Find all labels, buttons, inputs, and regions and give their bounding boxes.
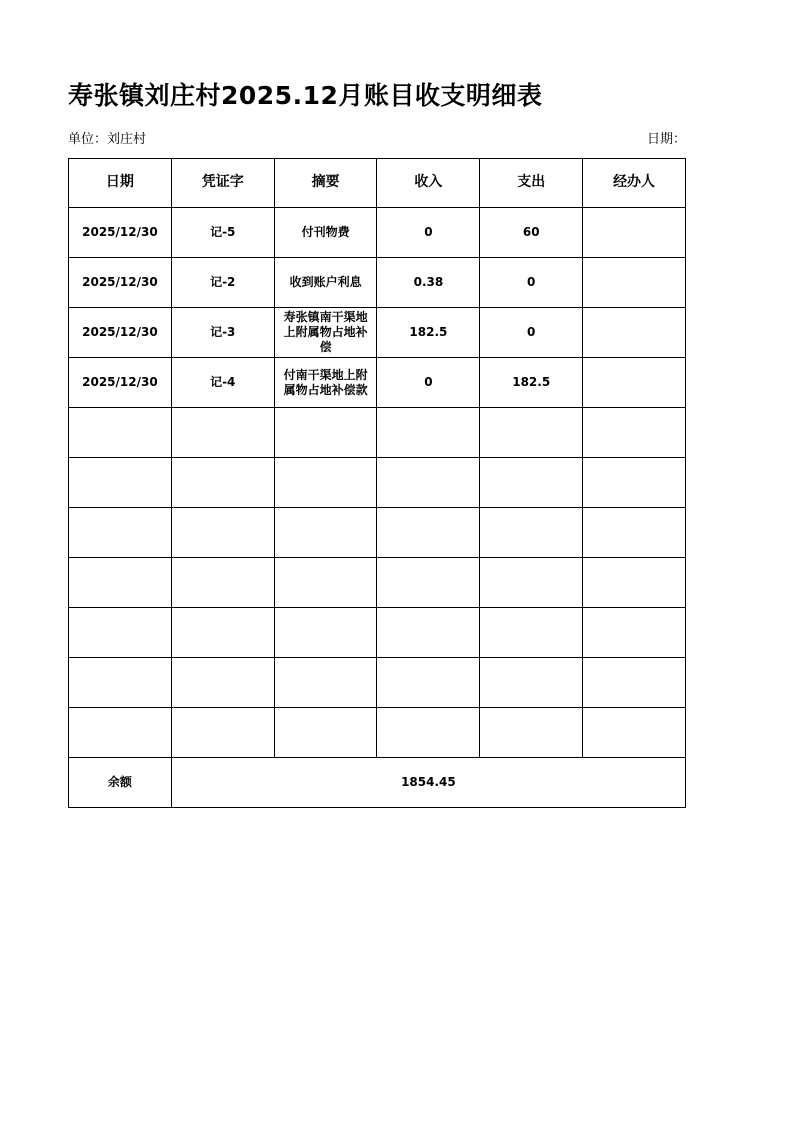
cell-date <box>69 608 172 658</box>
cell-summary <box>274 558 377 608</box>
cell-handler <box>583 208 686 258</box>
cell-handler <box>583 258 686 308</box>
table-row <box>69 458 686 508</box>
table-row <box>69 658 686 708</box>
cell-voucher: 记-2 <box>171 258 274 308</box>
cell-voucher <box>171 658 274 708</box>
cell-handler <box>583 508 686 558</box>
cell-income: 0 <box>377 208 480 258</box>
cell-expense <box>480 558 583 608</box>
cell-voucher <box>171 558 274 608</box>
cell-voucher: 记-4 <box>171 358 274 408</box>
column-header-expense: 支出 <box>480 159 583 208</box>
cell-date <box>69 658 172 708</box>
cell-voucher <box>171 508 274 558</box>
table-row <box>69 508 686 558</box>
cell-date: 2025/12/30 <box>69 358 172 408</box>
cell-summary <box>274 508 377 558</box>
cell-expense: 60 <box>480 208 583 258</box>
column-header-summary: 摘要 <box>274 159 377 208</box>
cell-expense <box>480 708 583 758</box>
cell-date <box>69 508 172 558</box>
column-header-voucher: 凭证字 <box>171 159 274 208</box>
cell-income: 182.5 <box>377 308 480 358</box>
ledger-table <box>68 158 686 808</box>
cell-summary <box>274 608 377 658</box>
balance-label: 余额 <box>69 758 172 808</box>
table-row <box>69 358 686 408</box>
cell-date: 2025/12/30 <box>69 308 172 358</box>
cell-date: 2025/12/30 <box>69 208 172 258</box>
cell-summary: 收到账户利息 <box>274 258 377 308</box>
cell-expense <box>480 408 583 458</box>
cell-expense: 0 <box>480 308 583 358</box>
cell-expense <box>480 458 583 508</box>
cell-summary <box>274 658 377 708</box>
table-row <box>69 208 686 258</box>
cell-income <box>377 408 480 458</box>
cell-voucher <box>171 458 274 508</box>
balance-value: 1854.45 <box>171 758 685 808</box>
cell-handler <box>583 558 686 608</box>
table-row <box>69 608 686 658</box>
cell-expense: 182.5 <box>480 358 583 408</box>
cell-income <box>377 708 480 758</box>
cell-voucher <box>171 408 274 458</box>
cell-handler <box>583 458 686 508</box>
table-header <box>69 159 686 208</box>
page-title: 寿张镇刘庄村2025.12月账目收支明细表 <box>68 81 543 110</box>
cell-date: 2025/12/30 <box>69 258 172 308</box>
cell-income <box>377 458 480 508</box>
cell-income: 0 <box>377 358 480 408</box>
column-header-handler: 经办人 <box>583 159 686 208</box>
cell-voucher: 记-5 <box>171 208 274 258</box>
cell-handler <box>583 308 686 358</box>
table-row <box>69 258 686 308</box>
table-body <box>69 208 686 808</box>
unit-label: 单位：刘庄村 <box>68 132 147 147</box>
table-row <box>69 308 686 358</box>
cell-summary: 付刊物费 <box>274 208 377 258</box>
cell-income <box>377 558 480 608</box>
cell-expense: 0 <box>480 258 583 308</box>
column-header-date: 日期 <box>69 159 172 208</box>
document-meta <box>68 128 686 147</box>
cell-summary <box>274 708 377 758</box>
cell-handler <box>583 358 686 408</box>
cell-handler <box>583 658 686 708</box>
header-row <box>69 159 686 208</box>
cell-voucher: 记-3 <box>171 308 274 358</box>
cell-date <box>69 458 172 508</box>
table-row <box>69 558 686 608</box>
cell-summary <box>274 458 377 508</box>
cell-voucher <box>171 608 274 658</box>
cell-summary: 寿张镇南干渠地上附属物占地补偿 <box>274 308 377 358</box>
cell-income <box>377 508 480 558</box>
cell-handler <box>583 708 686 758</box>
cell-handler <box>583 608 686 658</box>
table-row <box>69 408 686 458</box>
cell-date <box>69 408 172 458</box>
cell-income <box>377 658 480 708</box>
cell-expense <box>480 508 583 558</box>
balance-row <box>69 758 686 808</box>
cell-date <box>69 708 172 758</box>
cell-date <box>69 558 172 608</box>
table-row <box>69 708 686 758</box>
cell-handler <box>583 408 686 458</box>
cell-summary <box>274 408 377 458</box>
date-label: 日期： <box>646 132 686 147</box>
cell-expense <box>480 608 583 658</box>
cell-income <box>377 608 480 658</box>
cell-summary: 付南干渠地上附属物占地补偿款 <box>274 358 377 408</box>
cell-voucher <box>171 708 274 758</box>
column-header-income: 收入 <box>377 159 480 208</box>
cell-income: 0.38 <box>377 258 480 308</box>
cell-expense <box>480 658 583 708</box>
